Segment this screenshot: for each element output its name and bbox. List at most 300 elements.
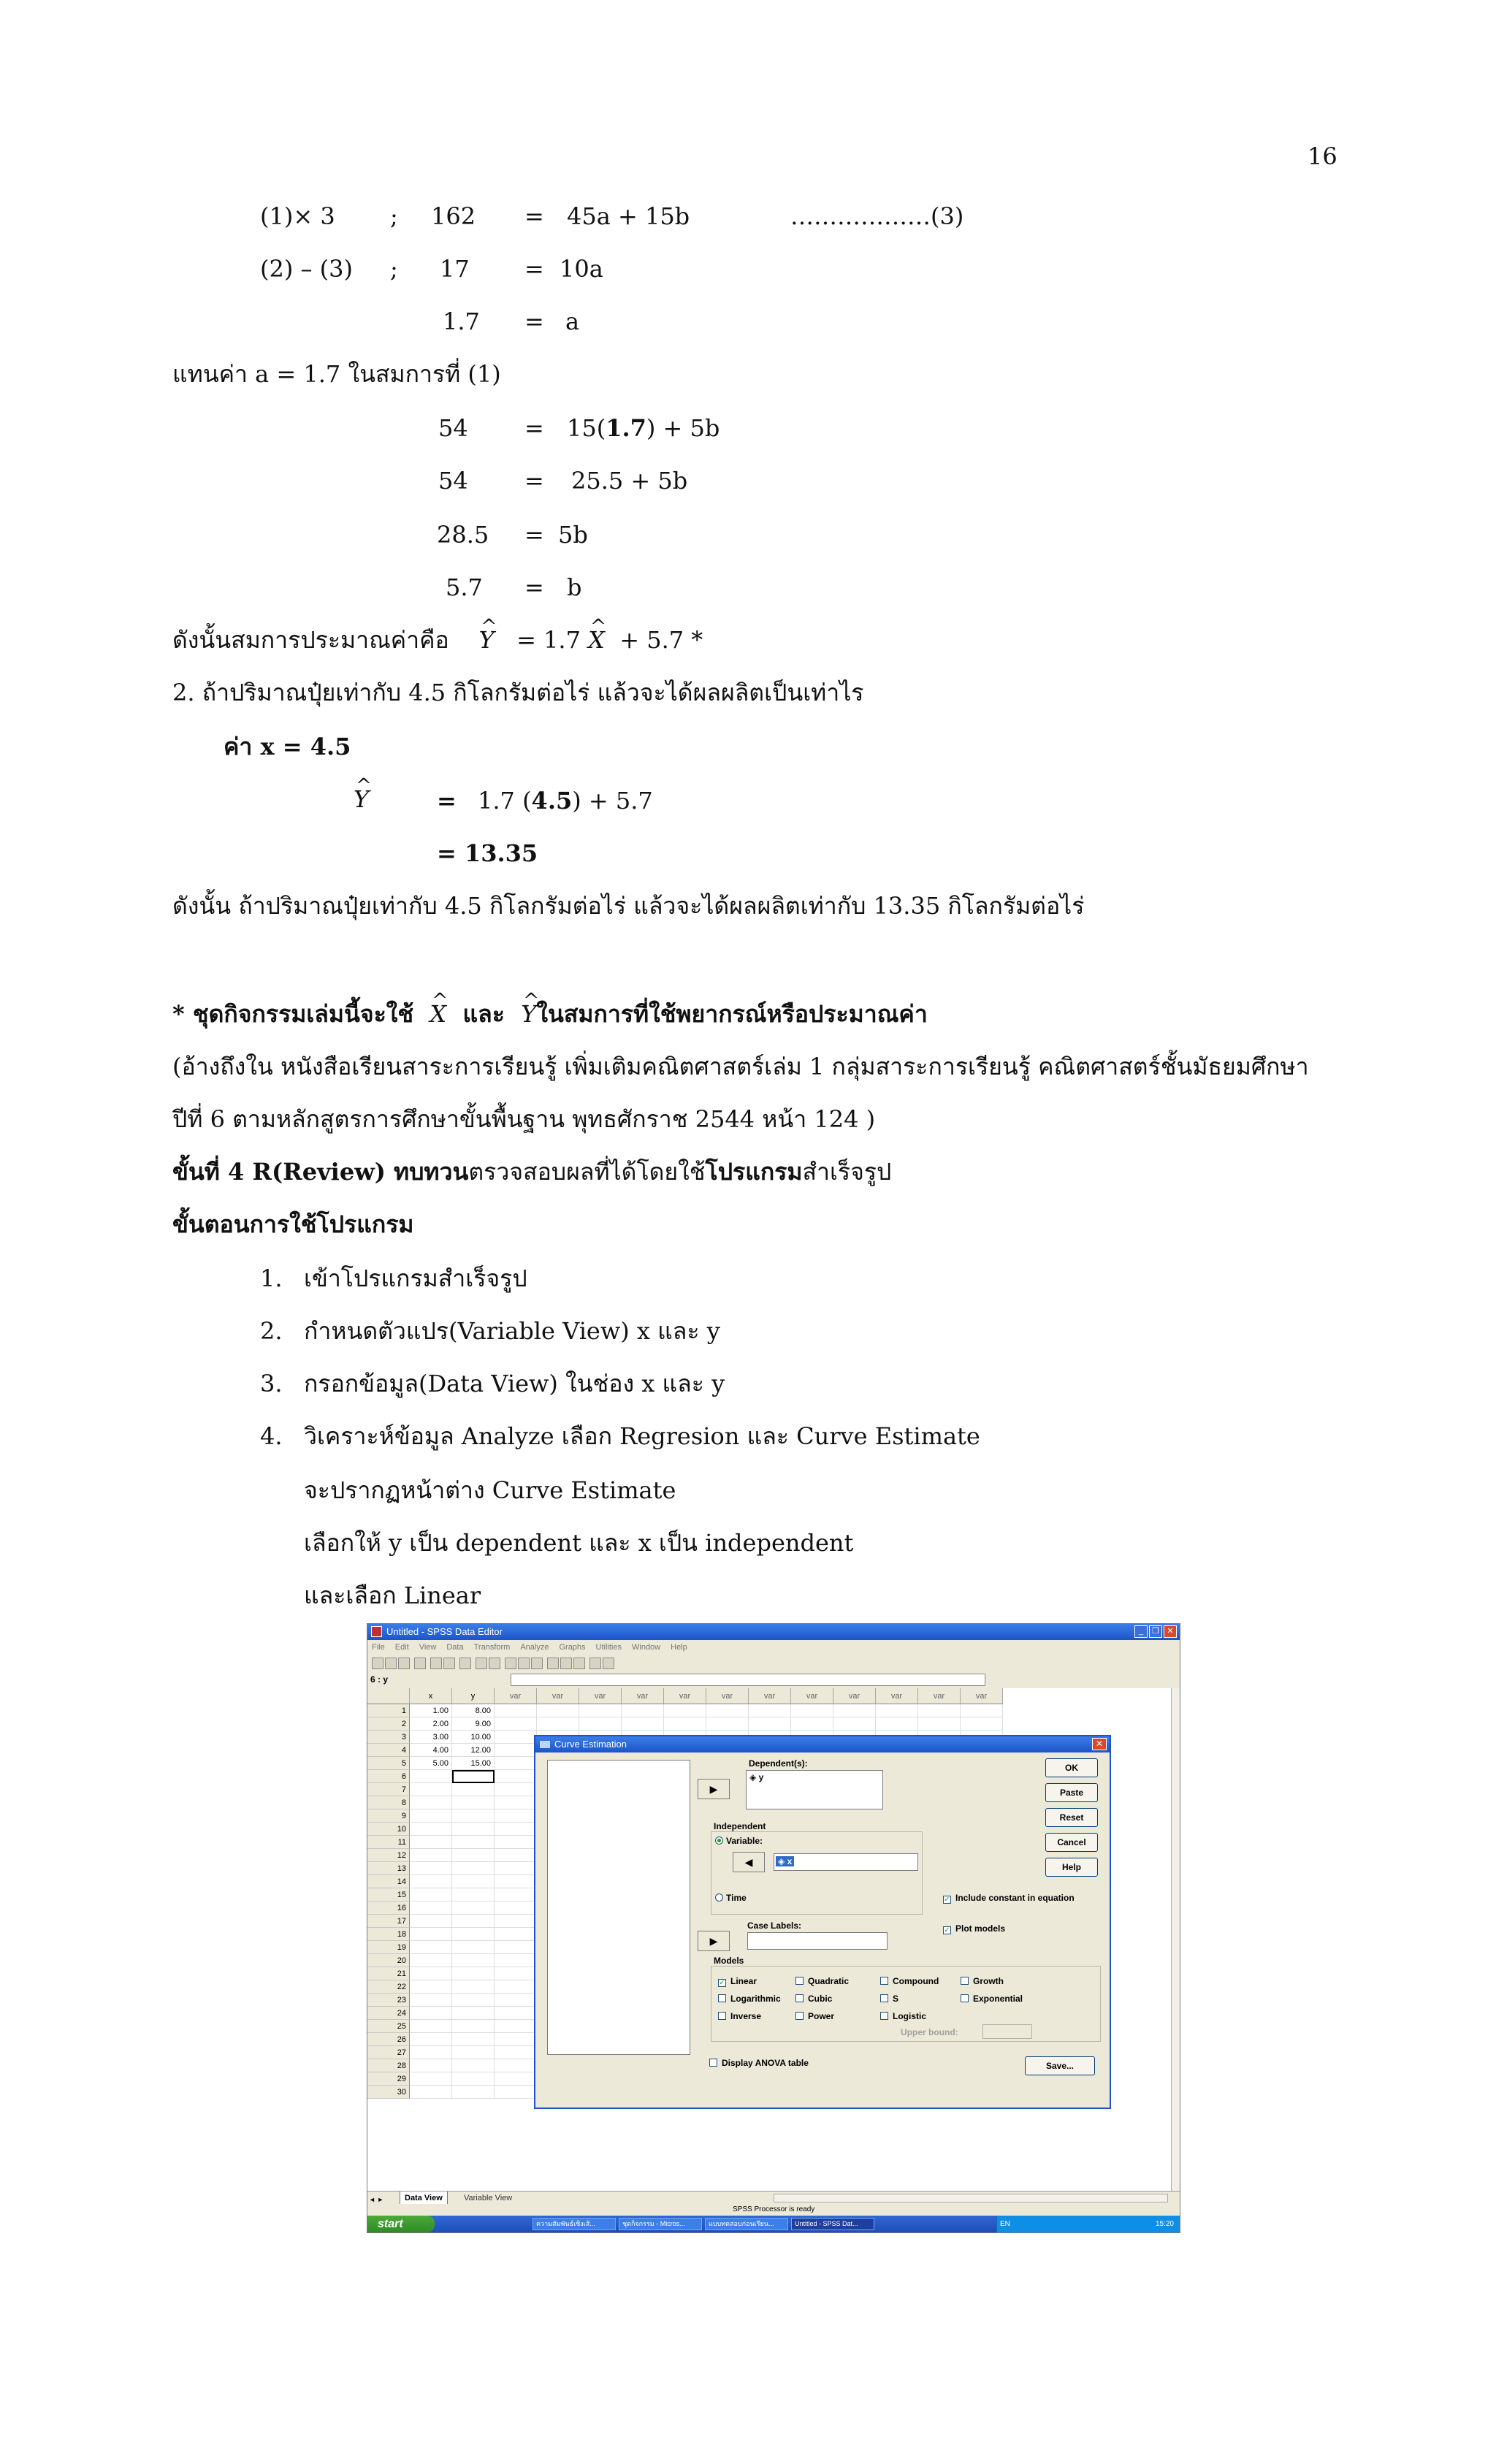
value-labels-icon[interactable] <box>589 1658 601 1669</box>
column-header-var[interactable]: var <box>622 1688 664 1704</box>
cancel-button[interactable]: Cancel <box>1045 1833 1098 1852</box>
row-header[interactable]: 7 <box>367 1783 410 1796</box>
table-cell[interactable] <box>452 2020 495 2033</box>
column-header-var[interactable]: var <box>579 1688 622 1704</box>
insert-variable-icon[interactable] <box>531 1658 543 1669</box>
window-title: Untitled - SPSS Data Editor <box>386 1626 503 1637</box>
table-cell[interactable] <box>495 1994 537 2007</box>
table-cell[interactable] <box>410 2086 452 2099</box>
derivation-eq-5: = <box>524 467 544 495</box>
table-cell[interactable] <box>410 1823 452 1836</box>
table-cell[interactable] <box>452 1770 495 1783</box>
table-cell[interactable] <box>495 1902 537 1915</box>
table-cell[interactable] <box>452 1994 495 2007</box>
model-compound-checkbox[interactable]: Compound <box>880 1976 939 1986</box>
derivation-eq-1: = <box>524 202 544 230</box>
table-cell[interactable] <box>410 2007 452 2020</box>
upper-bound-field <box>982 2024 1032 2039</box>
help-button[interactable]: Help <box>1045 1858 1098 1877</box>
table-cell[interactable] <box>495 1809 537 1823</box>
column-header-var[interactable]: var <box>791 1688 833 1704</box>
cell-reference-bar <box>367 1672 1180 1688</box>
undo-icon[interactable] <box>430 1658 442 1669</box>
table-cell[interactable] <box>452 1783 495 1796</box>
page-number: 16 <box>1308 142 1337 170</box>
table-cell[interactable] <box>918 1704 961 1717</box>
open-icon[interactable] <box>372 1658 383 1669</box>
row-header[interactable]: 9 <box>367 1809 410 1823</box>
table-cell[interactable] <box>410 2046 452 2059</box>
table-cell[interactable] <box>410 1941 452 1954</box>
row-header[interactable]: 24 <box>367 2007 410 2020</box>
time-radio[interactable]: Time <box>715 1893 747 1903</box>
menu-graphs[interactable]: Graphs <box>559 1643 586 1652</box>
table-cell[interactable] <box>495 1704 537 1717</box>
table-cell[interactable] <box>452 1980 495 1994</box>
table-cell[interactable] <box>452 1796 495 1809</box>
select-cases-icon[interactable] <box>573 1658 585 1669</box>
clock: 15:20 <box>1155 2220 1174 2228</box>
menu-analyze[interactable]: Analyze <box>520 1643 549 1652</box>
table-cell[interactable] <box>410 2020 452 2033</box>
table-cell[interactable] <box>833 1704 876 1717</box>
table-cell[interactable] <box>622 1717 664 1731</box>
table-cell[interactable] <box>452 1836 495 1849</box>
derivation-rhs-1: 45a + 15b <box>567 202 690 230</box>
row-header[interactable]: 6 <box>367 1770 410 1783</box>
row-header[interactable]: 16 <box>367 1902 410 1915</box>
table-cell[interactable] <box>410 2033 452 2046</box>
case-labels-move-arrow-icon[interactable]: ▶ <box>698 1931 730 1951</box>
table-cell[interactable] <box>410 1888 452 1902</box>
table-cell[interactable] <box>579 1704 622 1717</box>
table-cell[interactable] <box>961 1704 1003 1717</box>
toolbar <box>367 1655 1180 1673</box>
table-cell[interactable] <box>452 2033 495 2046</box>
table-cell[interactable]: 4.00 <box>410 1744 452 1757</box>
table-cell[interactable] <box>495 1980 537 1994</box>
dialog-recall-icon[interactable] <box>414 1658 426 1669</box>
taskbar-item[interactable]: แบบทดสอบก่อนเรียน... <box>705 2218 788 2230</box>
split-file-icon[interactable] <box>547 1658 559 1669</box>
row-header[interactable]: 10 <box>367 1823 410 1836</box>
table-cell[interactable] <box>410 1994 452 2007</box>
table-cell[interactable] <box>410 1849 452 1862</box>
row-header[interactable]: 15 <box>367 1888 410 1902</box>
model-linear-checkbox[interactable]: ✓ Linear <box>719 1976 757 1987</box>
menu-help[interactable]: Help <box>671 1643 687 1652</box>
column-header-var[interactable]: var <box>833 1688 876 1704</box>
row-header[interactable]: 27 <box>367 2046 410 2059</box>
derivation-rhs-5: 25.5 + 5b <box>571 467 688 495</box>
step-4-heading: ขั้นที่ 4 R(Review) ทบทวนตรวจสอบผลที่ได้โดยใช้โปรแกรมสำเร็จรูป <box>172 1158 892 1186</box>
table-cell[interactable] <box>706 1717 749 1731</box>
goto-case-icon[interactable] <box>476 1658 487 1669</box>
question-2: 2. ถ้าปริมาณปุ๋ยเท่ากับ 4.5 กิโลกรัมต่อไร่ แล้วจะได้ผลผลิตเป็นเท่าไร <box>172 679 864 706</box>
table-cell[interactable] <box>622 1704 664 1717</box>
table-cell[interactable] <box>495 1744 537 1757</box>
menu-edit[interactable]: Edit <box>394 1643 409 1652</box>
table-cell[interactable] <box>495 2059 537 2072</box>
hat-notation-note: * ชุดกิจกรรมเล่มนี้จะใช้ ^ X และ ^ Yในสมการที่ใช้พยากรณ์หรือประมาณค่า <box>172 999 928 1029</box>
answer-2: ดังนั้น ถ้าปริมาณปุ๋ยเท่ากับ 4.5 กิโลกรัมต่อไร่ แล้วจะได้ผลผลิตเท่ากับ 13.35 กิโลกรัมต่อไร่ <box>172 892 1085 920</box>
display-anova-checkbox[interactable]: Display ANOVA table <box>709 2058 809 2068</box>
tab-data-view[interactable]: Data View <box>400 2192 448 2205</box>
dependent-list[interactable] <box>746 1770 883 1809</box>
menu-transform[interactable]: Transform <box>473 1643 511 1652</box>
insert-case-icon[interactable] <box>518 1658 530 1669</box>
model-inverse-checkbox[interactable]: Inverse <box>718 2011 761 2021</box>
table-cell[interactable]: 5.00 <box>410 1757 452 1770</box>
table-cell[interactable] <box>495 1731 537 1744</box>
table-cell[interactable] <box>495 1770 537 1783</box>
table-cell[interactable] <box>452 2072 495 2086</box>
derivation-sep-1: ; <box>390 202 398 230</box>
variable-radio[interactable]: Variable: <box>715 1836 763 1846</box>
column-header-var[interactable]: var <box>495 1688 537 1704</box>
equation-tag-3: ………………(3) <box>790 202 964 230</box>
grid-corner[interactable] <box>367 1688 410 1704</box>
table-cell[interactable] <box>495 1941 537 1954</box>
table-cell[interactable] <box>918 1717 961 1731</box>
dialog-icon <box>540 1741 550 1748</box>
table-cell[interactable] <box>452 1954 495 1967</box>
table-cell[interactable] <box>452 1967 495 1980</box>
table-cell[interactable] <box>410 1862 452 1875</box>
table-cell[interactable] <box>410 1954 452 1967</box>
use-sets-icon[interactable] <box>603 1658 614 1669</box>
table-cell[interactable] <box>410 1928 452 1941</box>
plot-models-checkbox[interactable]: ✓ Plot models <box>944 1923 1006 1934</box>
row-header[interactable]: 22 <box>367 1980 410 1994</box>
table-cell[interactable] <box>876 1717 918 1731</box>
table-cell[interactable] <box>410 2072 452 2086</box>
derivation-rhs-2: 10a <box>560 255 603 283</box>
language-indicator[interactable]: EN <box>1000 2220 1010 2228</box>
row-header[interactable]: 23 <box>367 1994 410 2007</box>
table-cell[interactable] <box>452 1809 495 1823</box>
case-labels-label: Case Labels: <box>747 1921 802 1931</box>
table-cell[interactable] <box>452 1902 495 1915</box>
weight-cases-icon[interactable] <box>560 1658 572 1669</box>
table-cell[interactable] <box>579 1717 622 1731</box>
menu-data[interactable]: Data <box>446 1643 464 1652</box>
derivation-lhs-6: 28.5 <box>437 521 489 549</box>
cell-reference: 6 : y <box>370 1674 389 1685</box>
table-cell[interactable] <box>452 1888 495 1902</box>
column-header-var[interactable]: var <box>664 1688 706 1704</box>
row-header[interactable]: 17 <box>367 1915 410 1928</box>
step-num-2: 2. <box>260 1317 283 1345</box>
procedure-title: ขั้นตอนการใช้โปรแกรม <box>172 1210 414 1238</box>
table-cell[interactable] <box>495 1915 537 1928</box>
row-header[interactable]: 21 <box>367 1967 410 1980</box>
taskbar-item[interactable]: ชุดกิจกรรม - Micros... <box>619 2218 702 2230</box>
table-cell[interactable] <box>749 1704 791 1717</box>
find-icon[interactable] <box>505 1658 516 1669</box>
derivation-lhs-5: 54 <box>438 467 468 495</box>
derivation-label-1: (1)× 3 <box>260 202 335 230</box>
derivation-lhs-3: 1.7 <box>443 308 480 335</box>
table-cell[interactable] <box>452 2086 495 2099</box>
table-cell[interactable] <box>961 1717 1003 1731</box>
row-header[interactable]: 30 <box>367 2086 410 2099</box>
menu-file[interactable]: File <box>372 1643 385 1652</box>
table-cell[interactable] <box>410 1967 452 1980</box>
table-cell[interactable] <box>495 2033 537 2046</box>
derivation-eq-7: = <box>524 573 544 601</box>
table-cell[interactable] <box>452 1862 495 1875</box>
column-header-var[interactable]: var <box>706 1688 749 1704</box>
table-cell[interactable] <box>410 1796 452 1809</box>
derivation-rhs-3: a <box>565 308 580 335</box>
row-header[interactable]: 25 <box>367 2020 410 2033</box>
table-cell[interactable] <box>452 2046 495 2059</box>
estimation-equation: ดังนั้นสมการประมาณค่าคือ ^ Y = 1.7 ^ X + 5.7 * <box>172 625 703 655</box>
column-header-var[interactable]: var <box>537 1688 579 1704</box>
x-hat-symbol: ^ X <box>588 625 605 655</box>
horizontal-scrollbar[interactable] <box>774 2194 1168 2202</box>
variables-icon[interactable] <box>489 1658 500 1669</box>
dependent-item[interactable]: ◈ y <box>749 1772 764 1782</box>
table-cell[interactable] <box>452 1875 495 1888</box>
row-header[interactable]: 20 <box>367 1954 410 1967</box>
upper-bound-label: Upper bound: <box>901 2027 958 2037</box>
spss-titlebar <box>367 1624 1180 1640</box>
table-cell[interactable] <box>410 1783 452 1796</box>
table-cell[interactable] <box>410 1809 452 1823</box>
table-cell[interactable] <box>495 2072 537 2086</box>
table-cell[interactable] <box>876 1704 918 1717</box>
table-cell[interactable] <box>495 1967 537 1980</box>
close-icon[interactable]: ✕ <box>1164 1625 1177 1638</box>
model-power-checkbox[interactable]: Power <box>795 2011 834 2021</box>
column-header-var[interactable]: var <box>749 1688 791 1704</box>
derivation-lhs-2: 17 <box>440 255 470 283</box>
table-cell[interactable] <box>495 2086 537 2099</box>
table-cell[interactable]: 2.00 <box>410 1717 452 1731</box>
derivation-eq-3: = <box>524 308 544 335</box>
source-variable-list[interactable] <box>547 1760 690 2055</box>
reset-button[interactable]: Reset <box>1045 1808 1098 1827</box>
table-cell[interactable] <box>495 2007 537 2020</box>
row-header[interactable]: 3 <box>367 1731 410 1744</box>
table-cell[interactable] <box>495 1849 537 1862</box>
row-header[interactable]: 14 <box>367 1875 410 1888</box>
table-cell[interactable] <box>833 1717 876 1731</box>
table-cell[interactable] <box>410 1836 452 1849</box>
step-4-sub-1: จะปรากฏหน้าต่าง Curve Estimate <box>304 1476 676 1504</box>
taskbar-item[interactable]: Untitled - SPSS Dat... <box>791 2218 874 2230</box>
derivation-eq-6: = <box>524 521 544 549</box>
table-cell[interactable] <box>452 1928 495 1941</box>
table-cell[interactable] <box>664 1704 706 1717</box>
menu-utilities[interactable]: Utilities <box>595 1643 622 1652</box>
vertical-scrollbar[interactable] <box>1171 1688 1180 2191</box>
table-cell[interactable] <box>452 1849 495 1862</box>
row-header[interactable]: 5 <box>367 1757 410 1770</box>
start-button[interactable]: start <box>367 2216 435 2232</box>
table-cell[interactable] <box>495 2046 537 2059</box>
table-cell[interactable] <box>495 1954 537 1967</box>
table-cell[interactable] <box>410 1770 452 1783</box>
table-cell[interactable]: 8.00 <box>452 1704 495 1717</box>
independent-variable-field[interactable]: ◈ x <box>774 1853 918 1871</box>
model-growth-checkbox[interactable]: Growth <box>961 1976 1004 1986</box>
column-header-y[interactable]: y <box>452 1688 495 1704</box>
derivation-rhs-4: 15(1.7) + 5b <box>567 414 720 442</box>
model-logarithmic-checkbox[interactable]: Logarithmic <box>718 1994 781 2004</box>
step-text-3: กรอกข้อมูล(Data View) ในช่อง x และ y <box>304 1370 725 1397</box>
table-cell[interactable] <box>706 1704 749 1717</box>
restore-icon[interactable]: ❐ <box>1149 1625 1162 1638</box>
table-cell[interactable] <box>410 1980 452 1994</box>
derivation-lhs-7: 5.7 <box>446 573 483 601</box>
table-cell[interactable] <box>537 1717 579 1731</box>
column-header-var[interactable]: var <box>918 1688 961 1704</box>
row-header[interactable]: 8 <box>367 1796 410 1809</box>
dependent-move-arrow-icon[interactable]: ▶ <box>698 1779 730 1799</box>
include-constant-checkbox[interactable]: ✓ Include constant in equation <box>944 1893 1075 1904</box>
row-header[interactable]: 26 <box>367 2033 410 2046</box>
table-cell[interactable]: 3.00 <box>410 1731 452 1744</box>
system-tray <box>996 2216 1180 2232</box>
row-header[interactable]: 13 <box>367 1862 410 1875</box>
reference-line-2: ปีที่ 6 ตามหลักสูตรการศึกษาขั้นพื้นฐาน พุทธศักราช 2544 หน้า 124 ) <box>172 1105 876 1133</box>
status-bar <box>367 2204 1180 2216</box>
table-cell[interactable] <box>410 1902 452 1915</box>
table-cell[interactable] <box>495 1862 537 1875</box>
status-text: SPSS Processor is ready <box>733 2205 815 2213</box>
table-cell[interactable]: 10.00 <box>452 1731 495 1744</box>
table-cell[interactable] <box>495 1836 537 1849</box>
save-icon[interactable] <box>385 1658 397 1669</box>
print-icon[interactable] <box>398 1658 410 1669</box>
row-header[interactable]: 1 <box>367 1704 410 1717</box>
spss-screenshot <box>367 1623 1180 2233</box>
table-cell[interactable] <box>410 1875 452 1888</box>
tab-nav-arrows[interactable]: ◄ ► <box>369 2196 384 2203</box>
row-header[interactable]: 29 <box>367 2072 410 2086</box>
row-header[interactable]: 18 <box>367 1928 410 1941</box>
table-cell[interactable] <box>495 1928 537 1941</box>
dependent-label: Dependent(s): <box>749 1758 808 1769</box>
row-header[interactable]: 2 <box>367 1717 410 1731</box>
table-cell[interactable]: 12.00 <box>452 1744 495 1757</box>
table-cell[interactable] <box>495 1875 537 1888</box>
column-header-var[interactable]: var <box>961 1688 1003 1704</box>
table-cell[interactable] <box>452 2007 495 2020</box>
model-cubic-checkbox[interactable]: Cubic <box>795 1994 832 2004</box>
table-cell[interactable] <box>791 1717 833 1731</box>
given-x: ค่า x = 4.5 <box>224 733 351 760</box>
table-cell[interactable] <box>495 2020 537 2033</box>
model-s-checkbox[interactable]: S <box>880 1994 898 2004</box>
derivation-eq-2: = <box>524 255 544 283</box>
table-cell[interactable] <box>410 2059 452 2072</box>
ok-button[interactable]: OK <box>1045 1758 1098 1777</box>
menu-window[interactable]: Window <box>632 1643 661 1652</box>
models-label: Models <box>714 1956 744 1966</box>
independent-move-arrow-icon[interactable]: ◀ <box>733 1852 765 1872</box>
step-num-1: 1. <box>260 1265 283 1292</box>
table-cell[interactable] <box>495 1757 537 1770</box>
column-header-var[interactable]: var <box>876 1688 918 1704</box>
derivation-lhs-1: 162 <box>431 202 476 230</box>
derivation-rhs-6: 5b <box>558 521 588 549</box>
table-cell[interactable] <box>452 1941 495 1954</box>
row-header[interactable]: 19 <box>367 1941 410 1954</box>
step-text-2: กำหนดตัวแปร(Variable View) x และ y <box>304 1317 720 1345</box>
row-header[interactable]: 11 <box>367 1836 410 1849</box>
taskbar-item[interactable]: ความสัมพันธ์เชิงเส้... <box>533 2218 616 2230</box>
table-cell[interactable] <box>495 1796 537 1809</box>
column-header-x[interactable]: x <box>410 1688 452 1704</box>
minimize-icon[interactable]: _ <box>1134 1625 1148 1638</box>
table-cell[interactable] <box>537 1704 579 1717</box>
substitute-line: แทนค่า a = 1.7 ในสมการที่ (1) <box>172 360 501 388</box>
reference-line-1: (อ้างถึงใน หนังสือเรียนสาระการเรียนรู้ เพิ่มเติมคณิตศาสตร์เล่ม 1 กลุ่มสาระการเรียนรู้ คณิตศาสตร์ชั้นมัธยมศึกษา <box>172 1053 1309 1080</box>
row-header[interactable]: 12 <box>367 1849 410 1862</box>
model-exponential-checkbox[interactable]: Exponential <box>961 1994 1023 2004</box>
table-cell[interactable] <box>495 1717 537 1731</box>
table-cell[interactable]: 9.00 <box>452 1717 495 1731</box>
calc-expression: 1.7 (4.5) + 5.7 <box>478 787 653 815</box>
step-4-sub-3: และเลือก Linear <box>304 1582 481 1609</box>
table-cell[interactable] <box>664 1717 706 1731</box>
spss-app-icon <box>371 1626 382 1637</box>
dialog-titlebar <box>535 1736 1110 1752</box>
calc-y-hat: ^ Y <box>354 785 369 814</box>
table-cell[interactable]: 15.00 <box>452 1757 495 1770</box>
tab-variable-view[interactable]: Variable View <box>464 2194 513 2202</box>
calc-result: = 13.35 <box>437 839 538 867</box>
step-text-1: เข้าโปรแกรมสำเร็จรูป <box>304 1265 527 1292</box>
windows-taskbar <box>367 2216 1180 2232</box>
table-cell[interactable] <box>495 1783 537 1796</box>
curve-estimation-dialog <box>534 1735 1111 2109</box>
row-header[interactable]: 4 <box>367 1744 410 1757</box>
cell-editor[interactable] <box>511 1674 985 1686</box>
table-cell[interactable] <box>410 1915 452 1928</box>
menu-view[interactable]: View <box>419 1643 437 1652</box>
derivation-sep-2: ; <box>390 255 398 283</box>
table-cell[interactable] <box>749 1717 791 1731</box>
table-cell[interactable] <box>452 1823 495 1836</box>
table-cell[interactable] <box>495 1823 537 1836</box>
table-cell[interactable] <box>791 1704 833 1717</box>
save-button[interactable]: Save... <box>1025 2056 1095 2075</box>
table-cell[interactable] <box>452 2059 495 2072</box>
calc-eq: = <box>437 787 457 815</box>
step-num-4: 4. <box>260 1422 283 1450</box>
goto-chart-icon[interactable] <box>459 1658 471 1669</box>
derivation-label-2: (2) – (3) <box>260 255 353 283</box>
derivation-rhs-7: b <box>567 573 582 601</box>
redo-icon[interactable] <box>443 1658 455 1669</box>
table-cell[interactable] <box>452 1915 495 1928</box>
derivation-eq-4: = <box>524 414 544 442</box>
view-tabs <box>367 2191 1180 2205</box>
paste-button[interactable]: Paste <box>1045 1783 1098 1802</box>
row-header[interactable]: 28 <box>367 2059 410 2072</box>
table-cell[interactable]: 1.00 <box>410 1704 452 1717</box>
model-logistic-checkbox[interactable]: Logistic <box>880 2011 926 2021</box>
model-quadratic-checkbox[interactable]: Quadratic <box>795 1976 849 1986</box>
case-labels-field[interactable] <box>747 1932 888 1950</box>
dialog-close-icon[interactable]: ✕ <box>1092 1738 1107 1750</box>
table-cell[interactable] <box>495 1888 537 1902</box>
